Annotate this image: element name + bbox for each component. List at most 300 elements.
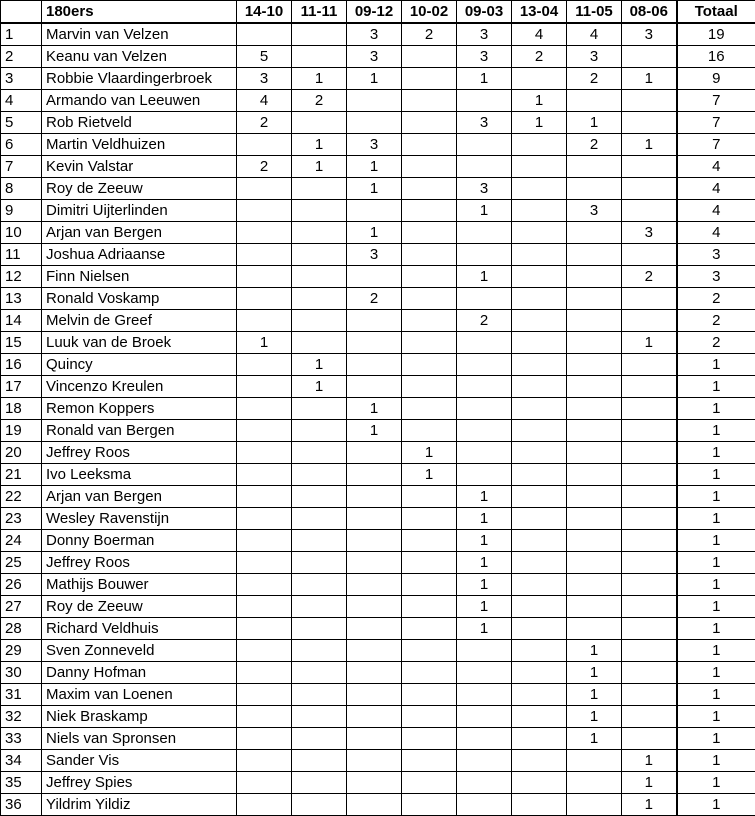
score-cell: [402, 222, 457, 244]
score-cell: [457, 684, 512, 706]
score-cell: [567, 794, 622, 816]
score-cell: [622, 376, 677, 398]
score-cell: [457, 90, 512, 112]
score-cell: [237, 420, 292, 442]
score-cell: [237, 376, 292, 398]
score-cell: [237, 178, 292, 200]
score-cell: 2: [292, 90, 347, 112]
score-cell: [347, 596, 402, 618]
table-row: [1, 244, 755, 266]
score-cell: [622, 530, 677, 552]
score-cell: [292, 310, 347, 332]
score-cell: [512, 508, 567, 530]
score-cell: [237, 354, 292, 376]
table-row: [1, 618, 755, 640]
score-cell: [622, 420, 677, 442]
score-cell: [457, 288, 512, 310]
score-cell: 1: [347, 156, 402, 178]
score-cell: 1: [622, 794, 677, 816]
score-cell: [292, 596, 347, 618]
rank-cell: 12: [1, 266, 42, 288]
date-header: 14-10: [237, 1, 292, 24]
date-header: 08-06: [622, 1, 677, 24]
score-cell: [567, 266, 622, 288]
score-cell: [347, 574, 402, 596]
score-cell: [567, 508, 622, 530]
score-cell: [292, 442, 347, 464]
rank-cell: 35: [1, 772, 42, 794]
score-cell: [347, 728, 402, 750]
player-name-cell: Roy de Zeeuw: [42, 178, 237, 200]
player-name-cell: Jeffrey Roos: [42, 552, 237, 574]
score-cell: [512, 134, 567, 156]
score-cell: [567, 442, 622, 464]
score-cell: [622, 596, 677, 618]
rank-cell: 29: [1, 640, 42, 662]
score-cell: [292, 574, 347, 596]
score-cell: [402, 332, 457, 354]
player-name-cell: Martin Veldhuizen: [42, 134, 237, 156]
score-cell: [347, 530, 402, 552]
score-cell: [292, 112, 347, 134]
score-cell: [347, 310, 402, 332]
score-cell: [457, 354, 512, 376]
score-cell: 3: [347, 244, 402, 266]
score-cell: [347, 464, 402, 486]
table-row: [1, 772, 755, 794]
score-cell: [347, 332, 402, 354]
player-name-cell: Sander Vis: [42, 750, 237, 772]
rank-cell: 34: [1, 750, 42, 772]
score-cell: [567, 574, 622, 596]
score-cell: [622, 244, 677, 266]
total-cell: 1: [677, 486, 755, 508]
rank-cell: 16: [1, 354, 42, 376]
score-cell: [402, 706, 457, 728]
score-cell: 1: [567, 640, 622, 662]
score-cell: [567, 772, 622, 794]
score-cell: [512, 222, 567, 244]
table-row: [1, 662, 755, 684]
score-cell: [347, 112, 402, 134]
score-cell: [292, 420, 347, 442]
table-row: [1, 750, 755, 772]
score-cell: [622, 178, 677, 200]
player-name-cell: Luuk van de Broek: [42, 332, 237, 354]
player-name-cell: Sven Zonneveld: [42, 640, 237, 662]
score-cell: 1: [457, 266, 512, 288]
table-row: [1, 156, 755, 178]
score-cell: [457, 376, 512, 398]
score-cell: [622, 486, 677, 508]
score-cell: [237, 508, 292, 530]
score-cell: 1: [402, 442, 457, 464]
score-cell: [292, 244, 347, 266]
score-cell: [292, 662, 347, 684]
score-cell: [457, 442, 512, 464]
score-cell: [622, 398, 677, 420]
score-cell: 2: [237, 112, 292, 134]
score-cell: [622, 574, 677, 596]
score-cell: 1: [402, 464, 457, 486]
score-cell: [567, 222, 622, 244]
player-name-cell: Kevin Valstar: [42, 156, 237, 178]
score-cell: [622, 618, 677, 640]
score-cell: [347, 706, 402, 728]
table-row: [1, 684, 755, 706]
total-cell: 1: [677, 684, 755, 706]
score-cell: 1: [457, 486, 512, 508]
player-name-cell: Ivo Leeksma: [42, 464, 237, 486]
score-cell: 1: [457, 508, 512, 530]
score-cell: 2: [567, 68, 622, 90]
score-cell: [402, 46, 457, 68]
total-cell: 1: [677, 750, 755, 772]
rank-cell: 9: [1, 200, 42, 222]
player-name-cell: Danny Hofman: [42, 662, 237, 684]
score-cell: [457, 156, 512, 178]
score-cell: [292, 266, 347, 288]
score-cell: [512, 464, 567, 486]
table-row: [1, 794, 755, 816]
table-title: 180ers: [42, 1, 237, 24]
rank-cell: 27: [1, 596, 42, 618]
score-cell: [402, 244, 457, 266]
score-cell: [567, 464, 622, 486]
total-cell: 4: [677, 156, 755, 178]
score-cell: [457, 222, 512, 244]
score-cell: 3: [567, 200, 622, 222]
score-cell: [512, 574, 567, 596]
score-cell: [402, 750, 457, 772]
score-cell: 1: [622, 772, 677, 794]
score-cell: [237, 574, 292, 596]
rank-cell: 10: [1, 222, 42, 244]
score-cell: 1: [347, 398, 402, 420]
score-cell: [347, 684, 402, 706]
total-cell: 4: [677, 200, 755, 222]
score-cell: 1: [457, 68, 512, 90]
player-name-cell: Armando van Leeuwen: [42, 90, 237, 112]
table-row: [1, 46, 755, 68]
player-name-cell: Rob Rietveld: [42, 112, 237, 134]
score-cell: [512, 442, 567, 464]
score-cell: 1: [347, 420, 402, 442]
player-name-cell: Ronald Voskamp: [42, 288, 237, 310]
score-cell: 2: [622, 266, 677, 288]
score-cell: [347, 486, 402, 508]
score-cell: [237, 486, 292, 508]
score-cell: [402, 156, 457, 178]
score-cell: [402, 266, 457, 288]
score-cell: [567, 310, 622, 332]
score-cell: [567, 376, 622, 398]
score-cell: [237, 222, 292, 244]
score-cell: [622, 156, 677, 178]
table-row: [1, 68, 755, 90]
table-row: [1, 222, 755, 244]
rank-cell: 32: [1, 706, 42, 728]
score-cell: [292, 728, 347, 750]
score-cell: 3: [457, 112, 512, 134]
score-cell: [457, 750, 512, 772]
table-row: [1, 178, 755, 200]
score-cell: [622, 354, 677, 376]
table-row: [1, 706, 755, 728]
score-cell: [237, 728, 292, 750]
score-cell: [292, 552, 347, 574]
score-cell: [292, 530, 347, 552]
player-name-cell: Niels van Spronsen: [42, 728, 237, 750]
table-row: [1, 332, 755, 354]
player-name-cell: Marvin van Velzen: [42, 23, 237, 46]
score-cell: 1: [567, 728, 622, 750]
score-cell: [457, 706, 512, 728]
score-cell: 3: [237, 68, 292, 90]
rank-cell: 36: [1, 794, 42, 816]
total-cell: 4: [677, 178, 755, 200]
score-cell: [512, 178, 567, 200]
total-header: Totaal: [677, 1, 755, 24]
score-cell: [457, 398, 512, 420]
total-cell: 9: [677, 68, 755, 90]
table-row: [1, 420, 755, 442]
table-row: [1, 552, 755, 574]
rank-cell: 4: [1, 90, 42, 112]
table-row: [1, 376, 755, 398]
rank-cell: 13: [1, 288, 42, 310]
score-cell: 4: [237, 90, 292, 112]
total-cell: 7: [677, 134, 755, 156]
score-cell: 4: [512, 23, 567, 46]
score-cell: 3: [457, 23, 512, 46]
score-cell: [292, 222, 347, 244]
score-cell: [457, 772, 512, 794]
rank-cell: 2: [1, 46, 42, 68]
rank-cell: 3: [1, 68, 42, 90]
score-cell: [622, 200, 677, 222]
score-cell: 3: [347, 46, 402, 68]
score-cell: [347, 442, 402, 464]
score-cell: [512, 244, 567, 266]
score-cell: [402, 420, 457, 442]
score-cell: 1: [567, 684, 622, 706]
total-cell: 1: [677, 398, 755, 420]
rank-cell: 15: [1, 332, 42, 354]
score-cell: [567, 750, 622, 772]
player-name-cell: Robbie Vlaardingerbroek: [42, 68, 237, 90]
score-cell: [622, 310, 677, 332]
player-name-cell: Roy de Zeeuw: [42, 596, 237, 618]
total-cell: 7: [677, 90, 755, 112]
score-cell: [347, 750, 402, 772]
score-cell: 1: [457, 618, 512, 640]
score-cell: [402, 728, 457, 750]
total-cell: 7: [677, 112, 755, 134]
score-cell: [237, 200, 292, 222]
date-header: 09-03: [457, 1, 512, 24]
rank-cell: 14: [1, 310, 42, 332]
score-cell: [292, 684, 347, 706]
score-cell: 3: [622, 23, 677, 46]
score-cell: 1: [457, 552, 512, 574]
score-cell: [622, 662, 677, 684]
score-cell: [512, 354, 567, 376]
score-cell: [347, 90, 402, 112]
player-name-cell: Finn Nielsen: [42, 266, 237, 288]
total-cell: 1: [677, 772, 755, 794]
score-cell: 1: [347, 178, 402, 200]
player-name-cell: Wesley Ravenstijn: [42, 508, 237, 530]
player-name-cell: Keanu van Velzen: [42, 46, 237, 68]
rank-cell: 21: [1, 464, 42, 486]
score-cell: [457, 662, 512, 684]
score-cell: 1: [457, 574, 512, 596]
score-cell: [457, 640, 512, 662]
table-row: [1, 728, 755, 750]
score-cell: 3: [457, 178, 512, 200]
score-cell: [512, 486, 567, 508]
total-cell: 1: [677, 354, 755, 376]
date-header: 11-05: [567, 1, 622, 24]
table-row: [1, 354, 755, 376]
score-cell: [347, 508, 402, 530]
total-cell: 1: [677, 618, 755, 640]
score-cell: 1: [292, 134, 347, 156]
score-cell: [567, 420, 622, 442]
total-cell: 1: [677, 420, 755, 442]
table-row: [1, 508, 755, 530]
rank-cell: 22: [1, 486, 42, 508]
table-row: [1, 200, 755, 222]
score-cell: [237, 640, 292, 662]
score-cell: [292, 46, 347, 68]
score-cell: [512, 310, 567, 332]
score-cell: [567, 354, 622, 376]
player-name-cell: Joshua Adriaanse: [42, 244, 237, 266]
score-cell: [622, 640, 677, 662]
player-name-cell: Yildrim Yildiz: [42, 794, 237, 816]
rank-cell: 8: [1, 178, 42, 200]
score-cell: [237, 464, 292, 486]
score-cell: [347, 794, 402, 816]
player-name-cell: Arjan van Bergen: [42, 486, 237, 508]
score-cell: [512, 662, 567, 684]
score-cell: [237, 662, 292, 684]
rank-cell: 30: [1, 662, 42, 684]
rank-cell: 18: [1, 398, 42, 420]
player-name-cell: Mathijs Bouwer: [42, 574, 237, 596]
table-row: [1, 640, 755, 662]
score-cell: [237, 684, 292, 706]
score-cell: [567, 530, 622, 552]
score-cell: 1: [292, 354, 347, 376]
total-cell: 1: [677, 508, 755, 530]
total-cell: 2: [677, 288, 755, 310]
score-cell: 3: [347, 23, 402, 46]
score-cell: 1: [457, 530, 512, 552]
score-cell: 2: [237, 156, 292, 178]
score-cell: [237, 244, 292, 266]
score-cell: [237, 288, 292, 310]
score-cell: [512, 596, 567, 618]
score-cell: [512, 200, 567, 222]
total-cell: 1: [677, 530, 755, 552]
score-cell: 1: [292, 68, 347, 90]
score-cell: [292, 750, 347, 772]
score-cell: [567, 90, 622, 112]
total-cell: 1: [677, 794, 755, 816]
score-cell: [512, 728, 567, 750]
score-cell: [457, 134, 512, 156]
table-row: [1, 530, 755, 552]
score-cell: 1: [512, 90, 567, 112]
score-cell: [237, 706, 292, 728]
score-cell: [347, 354, 402, 376]
score-cell: [237, 134, 292, 156]
date-header: 10-02: [402, 1, 457, 24]
player-name-cell: Dimitri Uijterlinden: [42, 200, 237, 222]
score-cell: [512, 794, 567, 816]
score-cell: [292, 618, 347, 640]
total-cell: 16: [677, 46, 755, 68]
table-row: [1, 288, 755, 310]
player-name-cell: Ronald van Bergen: [42, 420, 237, 442]
table-row: [1, 398, 755, 420]
score-cell: [347, 662, 402, 684]
player-name-cell: Jeffrey Roos: [42, 442, 237, 464]
table-row: [1, 464, 755, 486]
total-cell: 2: [677, 310, 755, 332]
total-cell: 1: [677, 706, 755, 728]
total-cell: 1: [677, 442, 755, 464]
total-cell: 1: [677, 574, 755, 596]
player-name-cell: Quincy: [42, 354, 237, 376]
score-cell: [237, 23, 292, 46]
table-row: [1, 596, 755, 618]
score-cell: [457, 244, 512, 266]
date-header: 09-12: [347, 1, 402, 24]
score-cell: [347, 376, 402, 398]
score-cell: 1: [622, 750, 677, 772]
rank-cell: 11: [1, 244, 42, 266]
score-cell: [622, 508, 677, 530]
score-cell: [237, 772, 292, 794]
total-cell: 1: [677, 662, 755, 684]
score-cell: 1: [622, 332, 677, 354]
score-cell: [622, 706, 677, 728]
score-cell: [402, 376, 457, 398]
score-cell: [292, 178, 347, 200]
score-cell: [512, 706, 567, 728]
score-cell: [402, 288, 457, 310]
rank-cell: 28: [1, 618, 42, 640]
score-cell: [512, 398, 567, 420]
score-cell: [457, 794, 512, 816]
score-cell: [402, 354, 457, 376]
score-cell: [402, 640, 457, 662]
score-cell: 2: [347, 288, 402, 310]
score-cell: [237, 530, 292, 552]
score-cell: [347, 552, 402, 574]
score-cell: [402, 618, 457, 640]
player-name-cell: Niek Braskamp: [42, 706, 237, 728]
player-name-cell: Remon Koppers: [42, 398, 237, 420]
score-cell: 1: [567, 706, 622, 728]
score-cell: [622, 288, 677, 310]
player-name-cell: Donny Boerman: [42, 530, 237, 552]
score-cell: 2: [457, 310, 512, 332]
